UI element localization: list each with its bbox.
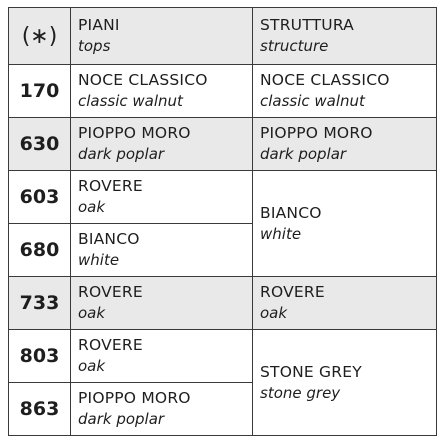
structure-finish — [253, 171, 437, 277]
table-row — [9, 118, 437, 171]
structure-finish — [253, 277, 437, 330]
table-row — [9, 171, 437, 224]
top-finish-translation: classic walnut — [78, 92, 183, 110]
header-tops — [71, 8, 253, 65]
finish-code: 863 — [9, 383, 71, 436]
structure-finish-name: BIANCO — [260, 203, 322, 222]
structure-finish-name: NOCE CLASSICO — [260, 71, 390, 89]
header-tops-label: PIANI — [78, 16, 120, 34]
top-finish-name: ROVERE — [78, 177, 143, 195]
finish-code: 170 — [9, 65, 71, 118]
top-finish-translation: oak — [78, 357, 106, 375]
finish-code: 680 — [9, 224, 71, 277]
header-symbol: (∗) — [9, 8, 71, 65]
top-finish — [71, 171, 253, 224]
header-tops-translation: tops — [78, 37, 111, 55]
structure-finish-translation: classic walnut — [260, 92, 365, 110]
structure-finish — [253, 65, 437, 118]
table-header-row — [9, 8, 437, 65]
top-finish-name: PIOPPO MORO — [78, 124, 191, 142]
top-finish-translation: dark poplar — [78, 410, 165, 428]
top-finish-name: NOCE CLASSICO — [78, 71, 208, 89]
top-finish-translation: oak — [78, 198, 106, 216]
structure-finish-translation: oak — [260, 304, 288, 322]
top-finish — [71, 224, 253, 277]
structure-finish — [253, 330, 437, 436]
header-structure-translation: structure — [260, 37, 329, 55]
table-row — [9, 277, 437, 330]
structure-finish — [253, 118, 437, 171]
top-finish-name: ROVERE — [78, 283, 143, 301]
top-finish — [71, 65, 253, 118]
top-finish-name: ROVERE — [78, 336, 143, 354]
header-structure — [253, 8, 437, 65]
finish-table — [8, 7, 437, 436]
structure-finish-name: ROVERE — [260, 283, 325, 301]
structure-finish-name: STONE GREY — [260, 362, 362, 381]
top-finish-translation: dark poplar — [78, 145, 165, 163]
top-finish-translation: white — [78, 251, 120, 269]
top-finish-name: BIANCO — [78, 230, 140, 248]
structure-finish-name: PIOPPO MORO — [260, 124, 373, 142]
finish-code: 630 — [9, 118, 71, 171]
top-finish — [71, 277, 253, 330]
finish-code: 733 — [9, 277, 71, 330]
finish-code: 803 — [9, 330, 71, 383]
top-finish — [71, 383, 253, 436]
top-finish — [71, 118, 253, 171]
structure-finish-translation: white — [260, 224, 302, 243]
finish-code: 603 — [9, 171, 71, 224]
top-finish-translation: oak — [78, 304, 106, 322]
top-finish — [71, 330, 253, 383]
header-structure-label: STRUTTURA — [260, 16, 354, 34]
table-row — [9, 330, 437, 383]
table-row — [9, 65, 437, 118]
top-finish-name: PIOPPO MORO — [78, 389, 191, 407]
structure-finish-translation: dark poplar — [260, 145, 347, 163]
structure-finish-translation: stone grey — [260, 383, 341, 402]
